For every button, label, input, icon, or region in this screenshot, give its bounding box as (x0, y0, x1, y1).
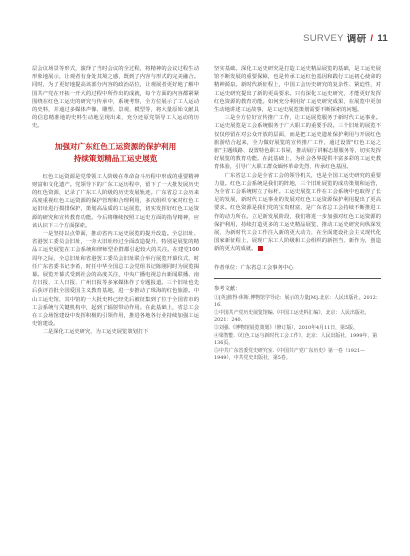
body-paragraph (214, 172, 381, 254)
body-paragraph-text: 广东省总工会是全省工会的领导机关，也是全国工运史研究的重要力量。红色工会系统是我们的阵地，三个旧址展览的成功策划和运营，为全省工会系统树立了标杆。工运史展览工作在工会系统中也取得了长足的发展，新时代工运事业的发展对红色工运资源保护利用提出了更高要求。红色资源是我们党的宝贵财富，是广东省总工会持续不断推进工作的动力所在。立足新发展阶段，我们将进一步加强对红色工运资源的保护利用，持续打造更多的工运史精品展览，推动工运史研究向纵深发展，为新时代工会工作注入新的更大动力，在全面建设社会主义现代化国家新征程上，展现广东工人阶级和工会组织的新担当、新作为，创造新的更大的成就。 (214, 172, 381, 253)
body-paragraph: 坚实基础。深化工运史研究是打造工运史精品展览的基础，是工运史展馆不断发展的重要保障，也是传承工运红色基因和践行工运初心使命的精神源泉。新时代新征程上，中国工会历史研究的复杂性、紧迫性，对工运史研究提出了新的更高要求。只有深化工运史研究，才能更好发挥红色资源的教育功能。如何充分利用好工运史研究成果，在展览中更加生动地讲述工运故事，是工运史展览策划需要不断探索的问题。 (214, 66, 381, 114)
heading-line-1: 加强对广东红色工运资源的保护利用 (54, 141, 177, 151)
reference-item: ⑤中共广东省委党史研究室.《中国共产党广东历史》第一卷（1921—1949），中共党史出版社，第5卷。 (214, 347, 365, 362)
section-label: SURVEY (303, 32, 344, 44)
page-number: 11 (377, 32, 388, 44)
section-heading (32, 141, 199, 165)
body-paragraph: 红色工运资源是党带领工人阶级在革命奋斗历程中形成的重要精神财富和文化遗产。党领导下的广东工运历程中，留下了一大批发展历史的红色资源，记录了广东工人阶级的历史发展轨迹。广东省总工会历来高度重视红色工运资源的保护管理和合理利用，多次组织专家对红色工运旧址进行摸排保护，策划高品质的工运展览，切实发挥好红色工运资源的研究和宣传教育功能。今后将继续按照工运史方面的指导精神，应该认识下三个方面探索。 (32, 173, 199, 229)
reference-item: ③刘强.《博物馆展览策划》（修订版），2010年4月11日，第5版。 (214, 325, 358, 332)
reference-item: ②中国共产党历史展览馆编.《中国工运史料汇编》，北京：人民出版社，2021：240. (214, 309, 370, 324)
reference-item: ④梁智能.《红色工运与新时代工会工作》，北京：人民出版社，1999年，第136页。 (214, 332, 378, 347)
column-label: 调研 (346, 34, 367, 45)
reference-item: ①[英]彼得·休斯.博物馆学导论：展示的力量[M].北京：人民出版社，2012：16. (214, 294, 381, 309)
body-paragraph: 一是坚持以点带面，推动省内工运史展览的提升改造。全总旧址、省港罢工委员会旧址，一旁大旧址经过全面改造提升，特别是展览的精品工运史展览在工会系统和律师型企群都引起较大的关注。在建党100周年之际，全总旧址和省港罢工委员会旧址联合举行展览开幕仪式，时任广东省委书记李希，时任中华全国总工会党组书记陈刚同时为展览揭幕。展览开幕式受到社会的高度关注，中央广播电视总台新闻联播、南方日报、工人日报、广州日报等多家媒体作了专题报道。三个旧址也先后获评首批全国爱国主义教育基地，进一步推动了珠海的红色旅游。中山工运史馆，其中馆的一大批史料已经先后被征集到了位于全国省市的工会系统与关键机构中，起到了辐射带动作用。在此基础上，省总工会在工会场馆建设中发挥积极的引领作用，推进各地各行业持续加强工运史馆建设。 (32, 231, 199, 328)
page-header (303, 30, 388, 46)
references-title: 参考文献： (214, 285, 241, 292)
header-separator: / (370, 32, 374, 44)
body-paragraph: 二是深化工运史研究，为工运史展览策划打下 (42, 329, 149, 336)
end-mark-icon (258, 246, 263, 251)
body-paragraph: 层会议场景等形式，演绎了当时会议的全过程，将精神的会议过程生动形象地展示，让观者有身处其境之感，既到了内容与形式的完美融合。同时，为了更好地提高该部分内容的政治站位，让观展者更好地了解中国共产党在开拓一开大的过程中所作出的成就，每个方面的内容都紧紧围绕在红色工运史的研究与传承中，系统考察，全方位展示了工人运动的史料，并通过多媒体声像、雕塑、景观、模型等，将大量原始文献具的信息精准地的史料生动地呈现出来，充分还原党领导工人运动的历史。 (32, 66, 199, 130)
body-paragraph: 三是全方位好宣传推广工作，让工运展览服务于新时代工运事业。工运史展览是工会系统服务于广大职工的重要手段。三个旧址的展览不仅仅停留在对公众开放的层面，而是把工运史遗址保护利用与开展红色旅游结合起来，全力做好展览的宣传推广工作，通过设置"红色工运之旅"主题线路、设置特色职工书屋，推动展厅讲解志愿服务等，切实发挥好展览的教育功能。在此基础上，为社会各界提供丰富多彩的工运史教育体验，引导广大职工群众缅怀革命先烈、传承红色基因。 (214, 115, 381, 171)
author-affiliation: 作者单位：广东省总工会事务中心 (214, 264, 294, 271)
left-column (32, 65, 199, 337)
divider (214, 278, 381, 279)
heading-line-2: 持续策划精品工运史展览 (73, 153, 158, 163)
right-column (214, 65, 381, 363)
